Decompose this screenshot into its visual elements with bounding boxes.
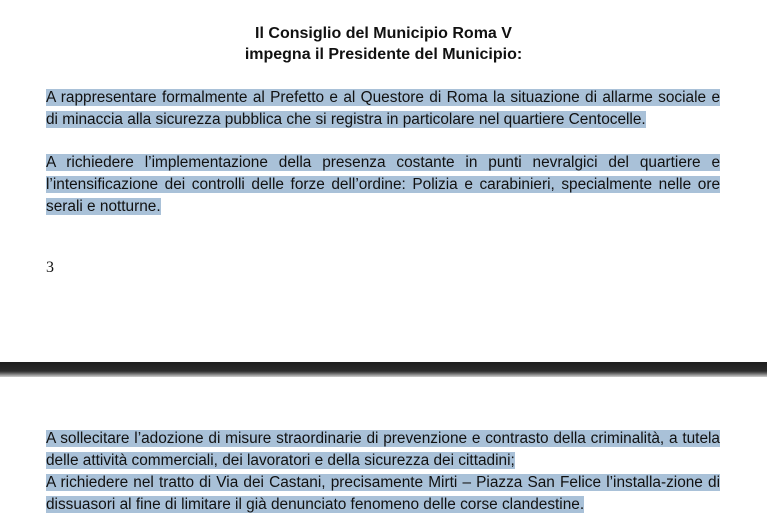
selected-text: A richiedere l’implementazione della presenza costante in punti nevralgici del quartiere e l’intensificazione dei controlli delle forze dell’ordine: Polizia e carabinieri, specialmente nelle ore serali e notturne. (46, 154, 720, 215)
heading-title: Il Consiglio del Municipio Roma V (255, 25, 512, 42)
selected-text: A rappresentare formalmente al Prefetto e al Questore di Roma la situazione di allarme sociale e di minaccia alla sicurezza pubblica che si registra in particolare nel quartiere Centocelle. (46, 89, 720, 128)
page-separator (0, 362, 767, 377)
paragraph-police-presence[interactable] (46, 152, 720, 218)
page-number: 3 (46, 259, 54, 276)
selected-text: A sollecitare l’adozione di misure straordinarie di prevenzione e contrasto della criminalità, a tutela delle attività commerciali, dei lavoratori e della sicurezza dei cittadini; (46, 430, 720, 469)
heading-subtitle: impegna il Presidente del Municipio: (244, 46, 523, 63)
selected-text: A richiedere nel tratto di Via dei Castani, precisamente Mirti – Piazza San Felice l’installa-zione di dissuasori al fine di limitare il già denunciato fenomeno delle corse clandestine. (46, 474, 720, 513)
paragraph-prefetto-request[interactable] (46, 87, 720, 131)
paragraph-crime-prevention[interactable] (46, 428, 720, 472)
paragraph-traffic-dissuaders[interactable] (46, 472, 720, 516)
